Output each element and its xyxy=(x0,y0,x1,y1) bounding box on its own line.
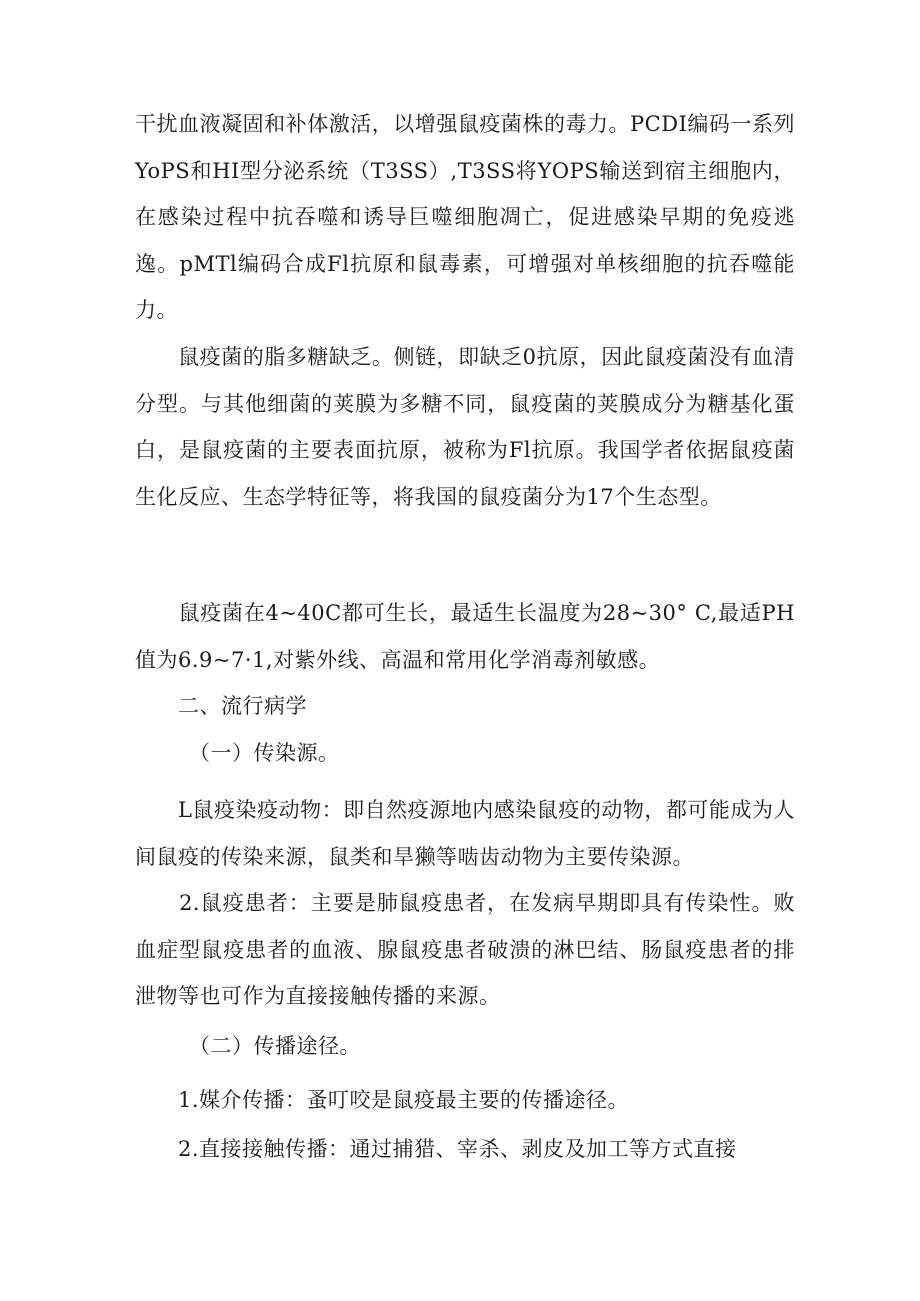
paragraph-growth-conditions: 鼠疫菌在4~40C都可生长，最适生长温度为28~30° C,最适PH值为6.9~7·1,对紫外线、高温和常用化学消毒剂敏感。 xyxy=(135,601,795,672)
paragraph-vector-transmission: 1.媒介传播：蚤叮咬是鼠疫最主要的传播途径。 xyxy=(135,1088,630,1112)
paragraph-infected-animals: L鼠疫染疫动物：即自然疫源地内感染鼠疫的动物，都可能成为人间鼠疫的传染来源，鼠类和旱獭等啮齿动物为主要传染源。 xyxy=(135,798,795,869)
subsection-heading-transmission-route: （二）传播途径。 xyxy=(135,1034,361,1058)
paragraph-plague-patients: 2.鼠疫患者：主要是肺鼠疫患者，在发病早期即具有传染性。败血症型鼠疫患者的血液、腺鼠疫患者破溃的淋巴结、肠鼠疫患者的排泄物等也可作为直接接触传播的来源。 xyxy=(135,891,795,1008)
paragraph-direct-contact: 2.直接接触传播：通过捕猎、宰杀、剥皮及加工等方式直接 xyxy=(135,1137,737,1161)
paragraph-virulence-plasmids: 干扰血液凝固和补体激活，以增强鼠疫菌株的毒力。PCDI编码一系列YoPS和HI型分泌系统（T3SS）,T3SS将YOPS输送到宿主细胞内，在感染过程中抗吞噬和诱导巨噬细胞凋亡，促进感染早期的免疫逃逸。pMTl编码合成Fl抗原和鼠毒素，可增强对单核细胞的抗吞噬能力。 xyxy=(135,112,795,322)
section-heading-epidemiology: 二、流行病学 xyxy=(135,694,307,718)
subsection-heading-infection-source: （一）传染源。 xyxy=(135,741,340,765)
paragraph-lps-antigen: 鼠疫菌的脂多糖缺乏。侧链，即缺乏0抗原，因此鼠疫菌没有血清分型。与其他细菌的荚膜为多糖不同，鼠疫菌的荚膜成分为糖基化蛋白，是鼠疫菌的主要表面抗原，被称为Fl抗原。我国学者依据鼠疫菌生化反应、生态学特征等，将我国的鼠疫菌分为17个生态型。 xyxy=(135,345,795,509)
